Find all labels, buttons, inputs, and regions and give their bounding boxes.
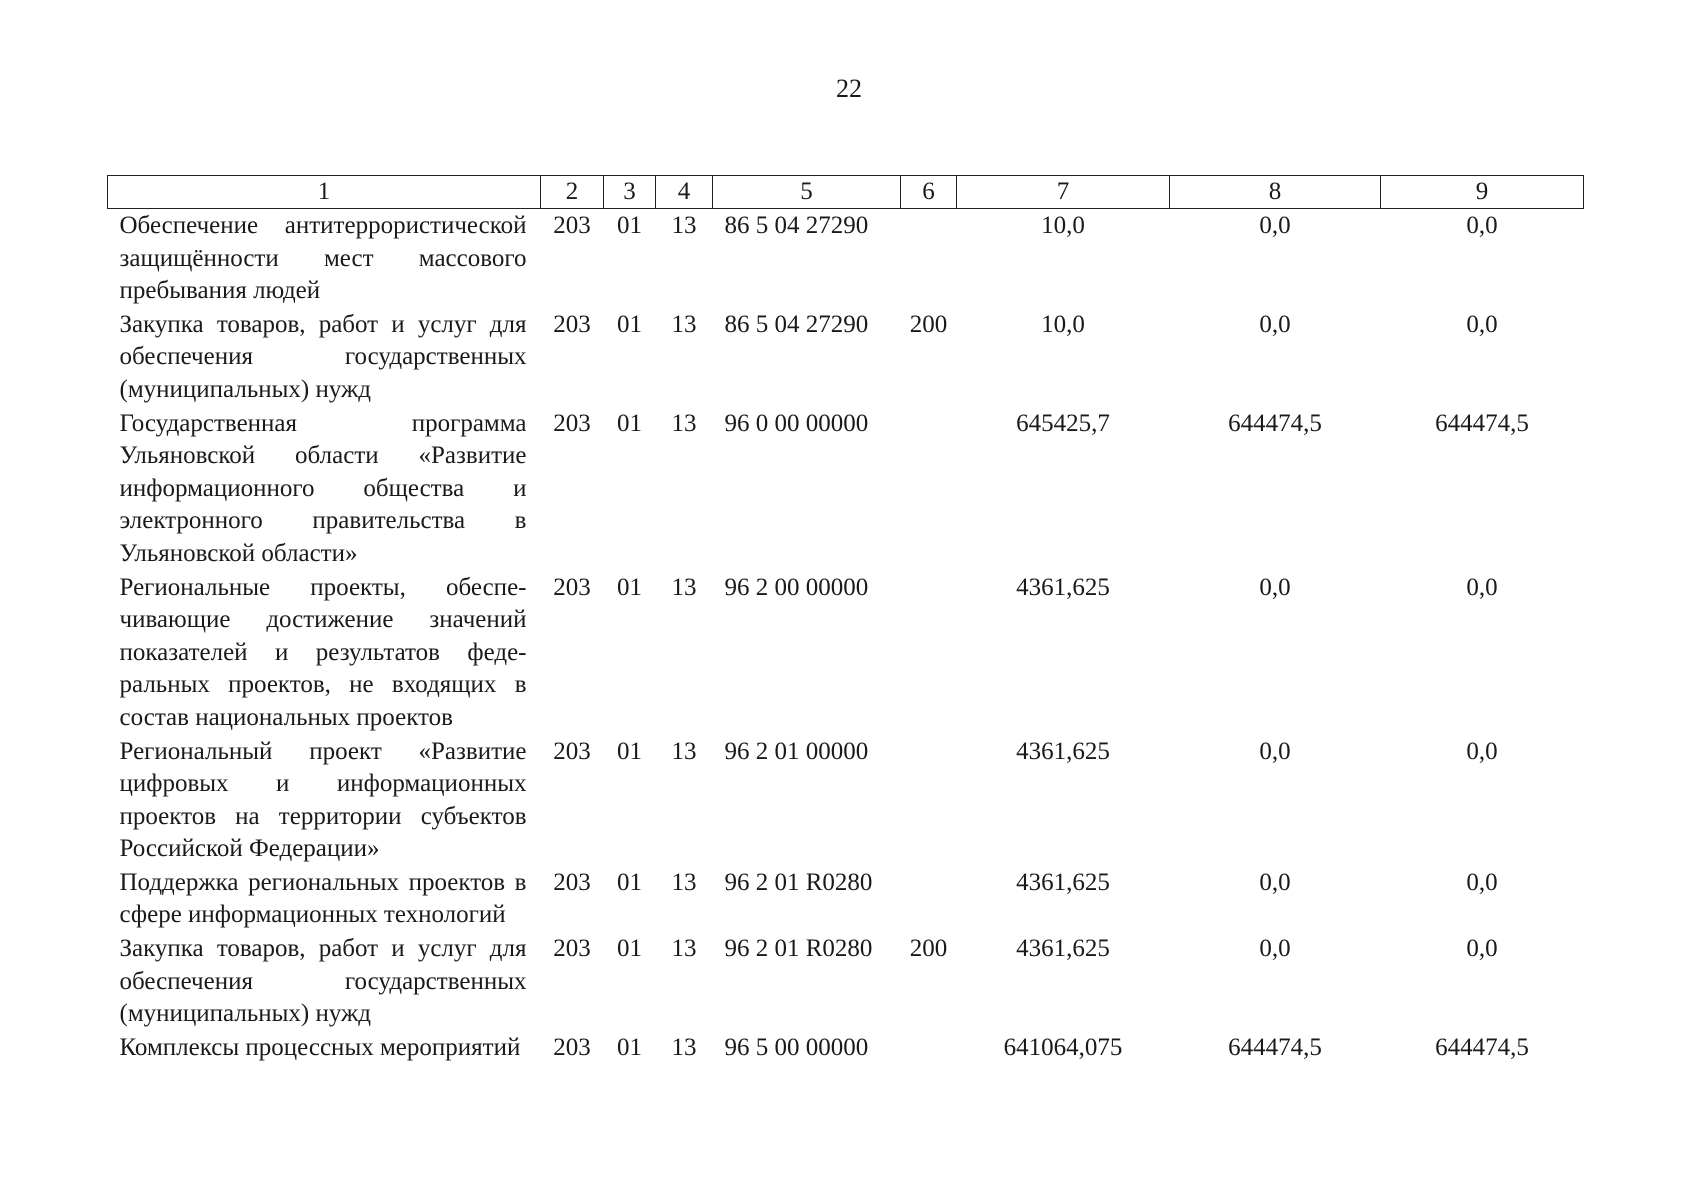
row-name: Обеспечение антитеррористической защищённости мест массового пребывания людей xyxy=(119,212,527,305)
row-pr: 13 xyxy=(671,409,697,437)
row-value-7: 10,0 xyxy=(1041,310,1085,338)
row-vr xyxy=(901,735,957,866)
row-value-9: 0,0 xyxy=(1466,310,1498,338)
row-value-7: 641064,075 xyxy=(1003,1033,1123,1061)
row-value-7: 4361,625 xyxy=(1016,737,1110,765)
row-grbs: 203 xyxy=(553,935,591,963)
row-csr: 96 2 01 R0280 xyxy=(724,935,873,963)
row-csr: 96 5 00 00000 xyxy=(724,1033,869,1061)
table-row xyxy=(108,735,1584,866)
row-vr xyxy=(901,866,957,932)
row-rz: 01 xyxy=(617,1033,642,1061)
row-value-7: 4361,625 xyxy=(1016,868,1110,896)
row-grbs: 203 xyxy=(553,409,591,437)
row-vr xyxy=(901,571,957,735)
row-value-7: 10,0 xyxy=(1041,212,1085,239)
row-value-7: 4361,625 xyxy=(1016,573,1110,601)
row-rz: 01 xyxy=(617,935,642,963)
table-body xyxy=(108,209,1584,1065)
header-col-6: 6 xyxy=(901,176,957,209)
row-value-8: 0,0 xyxy=(1259,737,1291,765)
row-csr: 86 5 04 27290 xyxy=(724,310,869,338)
row-rz: 01 xyxy=(617,868,642,896)
row-value-9: 644474,5 xyxy=(1435,409,1529,437)
row-grbs: 203 xyxy=(553,1033,591,1061)
row-value-7: 4361,625 xyxy=(1016,935,1110,963)
table-row xyxy=(108,407,1584,571)
row-value-9: 644474,5 xyxy=(1435,1033,1529,1061)
row-pr: 13 xyxy=(671,1033,697,1061)
row-value-8: 644474,5 xyxy=(1228,409,1322,437)
row-rz: 01 xyxy=(617,409,642,437)
row-grbs: 203 xyxy=(553,310,591,338)
row-grbs: 203 xyxy=(553,573,591,601)
row-csr: 96 0 00 00000 xyxy=(724,409,869,437)
row-value-9: 0,0 xyxy=(1466,868,1498,896)
table-row xyxy=(108,1031,1584,1065)
row-vr xyxy=(901,407,957,571)
table-header xyxy=(108,176,1584,209)
row-name: Поддержка региональных проектов в сфере информационных технологий xyxy=(119,868,527,929)
header-col-9: 9 xyxy=(1381,176,1584,209)
row-name: Государственная программа Ульяновской области «Развитие информационного общества и электронного правительства в Ульяновской области» xyxy=(119,409,527,567)
row-csr: 96 2 00 00000 xyxy=(724,573,869,601)
row-csr: 96 2 01 00000 xyxy=(724,737,869,765)
budget-table xyxy=(107,175,1584,1064)
header-col-8: 8 xyxy=(1170,176,1381,209)
row-value-9: 0,0 xyxy=(1466,212,1498,239)
row-vr xyxy=(901,1031,957,1065)
row-value-8: 0,0 xyxy=(1259,310,1291,338)
row-grbs: 203 xyxy=(553,868,591,896)
row-rz: 01 xyxy=(617,212,642,239)
row-pr: 13 xyxy=(671,310,697,338)
table-row xyxy=(108,866,1584,932)
row-value-8: 0,0 xyxy=(1259,212,1291,239)
row-grbs: 203 xyxy=(553,737,591,765)
row-rz: 01 xyxy=(617,310,642,338)
row-pr: 13 xyxy=(671,737,697,765)
table-row xyxy=(108,571,1584,735)
row-grbs: 203 xyxy=(553,212,591,239)
row-rz: 01 xyxy=(617,737,642,765)
row-name: Региональные проекты, обеспечивающие достижение значений показателей и результатов федеральных проектов, не входящих в состав национальных проектов xyxy=(119,573,527,731)
row-value-9: 0,0 xyxy=(1466,935,1498,963)
header-row xyxy=(108,176,1584,209)
row-value-9: 0,0 xyxy=(1466,737,1498,765)
table-row xyxy=(108,209,1584,308)
row-value-8: 644474,5 xyxy=(1228,1033,1322,1061)
header-col-5: 5 xyxy=(713,176,901,209)
row-value-8: 0,0 xyxy=(1259,935,1291,963)
row-pr: 13 xyxy=(671,573,697,601)
row-rz: 01 xyxy=(617,573,642,601)
row-pr: 13 xyxy=(671,935,697,963)
header-col-4: 4 xyxy=(656,176,713,209)
row-pr: 13 xyxy=(671,868,697,896)
row-name: Закупка товаров, работ и услуг для обеспечения государственных (муниципальных) нужд xyxy=(119,935,527,1028)
row-name: Региональный проект «Развитие цифровых и информационных проектов на территории субъектов Российской Федерации» xyxy=(119,737,527,863)
header-col-2: 2 xyxy=(541,176,604,209)
row-csr: 96 2 01 R0280 xyxy=(724,868,873,896)
header-col-1: 1 xyxy=(108,176,541,209)
row-value-9: 0,0 xyxy=(1466,573,1498,601)
row-csr: 86 5 04 27290 xyxy=(724,212,869,239)
header-col-7: 7 xyxy=(957,176,1170,209)
table-row xyxy=(108,308,1584,407)
row-name: Закупка товаров, работ и услуг для обеспечения государственных (муниципальных) нужд xyxy=(119,310,527,403)
row-value-8: 0,0 xyxy=(1259,868,1291,896)
row-vr: 200 xyxy=(909,310,948,338)
row-pr: 13 xyxy=(671,212,697,239)
row-name: Комплексы процессных мероприятий xyxy=(119,1033,521,1061)
row-value-7: 645425,7 xyxy=(1016,409,1110,437)
table-row xyxy=(108,932,1584,1031)
page-number: 22 xyxy=(836,74,862,103)
header-col-3: 3 xyxy=(604,176,656,209)
row-vr xyxy=(901,209,957,308)
row-vr: 200 xyxy=(909,935,948,963)
row-value-8: 0,0 xyxy=(1259,573,1291,601)
